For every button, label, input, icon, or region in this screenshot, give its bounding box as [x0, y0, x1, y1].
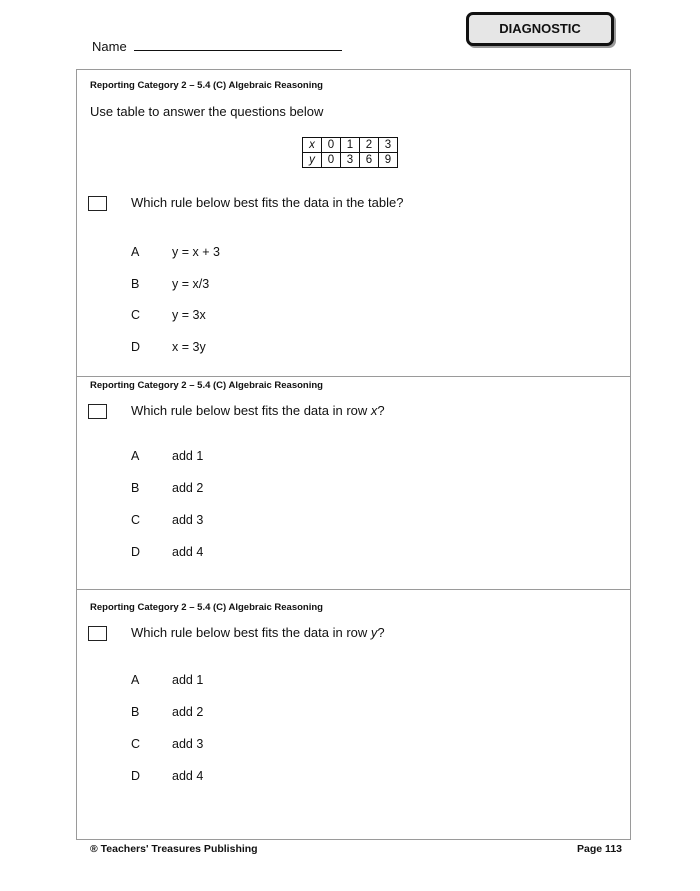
reporting-category: Reporting Category 2 – 5.4 (C) Algebraic Reasoning [90, 380, 323, 391]
option-text: y = x + 3 [172, 245, 220, 259]
table-cell: 6 [360, 153, 379, 168]
table-cell: 9 [379, 153, 398, 168]
instruction-text: Use table to answer the questions below [90, 104, 324, 119]
table-cell: 1 [341, 138, 360, 153]
section-divider-2 [76, 589, 631, 590]
answer-checkbox[interactable] [88, 196, 107, 211]
reporting-category: Reporting Category 2 – 5.4 (C) Algebraic Reasoning [90, 80, 323, 91]
option-text: x = 3y [172, 340, 206, 354]
section-divider-1 [76, 376, 631, 377]
option-letter: B [131, 481, 140, 495]
option-letter: D [131, 545, 141, 559]
option-text: add 3 [172, 737, 204, 751]
worksheet-frame [76, 69, 631, 840]
option-text: y = x/3 [172, 277, 210, 291]
option-text: y = 3x [172, 308, 206, 322]
option-letter: A [131, 673, 140, 687]
table-row-y [303, 153, 398, 168]
name-blank-line[interactable] [134, 38, 342, 51]
table-cell-label: x [303, 138, 322, 153]
option-text: add 2 [172, 705, 204, 719]
option-text: add 2 [172, 481, 204, 495]
name-label: Name [92, 39, 127, 54]
question-text: Which rule below best fits the data in the table? [131, 195, 404, 210]
answer-checkbox[interactable] [88, 404, 107, 419]
answer-checkbox[interactable] [88, 626, 107, 641]
option-text: add 4 [172, 769, 204, 783]
table-cell: 2 [360, 138, 379, 153]
option-letter: C [131, 308, 141, 322]
publisher-credit: ® Teachers' Treasures Publishing [90, 843, 258, 855]
question-text: Which rule below best fits the data in row y? [131, 625, 385, 640]
question-text: Which rule below best fits the data in row x? [131, 403, 385, 418]
name-field[interactable] [92, 38, 342, 54]
option-letter: A [131, 449, 140, 463]
table-cell-label: y [303, 153, 322, 168]
option-letter: A [131, 245, 140, 259]
option-text: add 1 [172, 449, 204, 463]
option-letter: D [131, 769, 141, 783]
reporting-category: Reporting Category 2 – 5.4 (C) Algebraic Reasoning [90, 602, 323, 613]
option-letter: C [131, 513, 141, 527]
option-letter: D [131, 340, 141, 354]
table-cell: 3 [341, 153, 360, 168]
option-letter: B [131, 705, 140, 719]
option-letter: C [131, 737, 141, 751]
table-cell: 0 [322, 138, 341, 153]
diagnostic-badge: DIAGNOSTIC [466, 12, 614, 46]
option-text: add 1 [172, 673, 204, 687]
table-cell: 3 [379, 138, 398, 153]
option-letter: B [131, 277, 140, 291]
page-number: Page 113 [577, 843, 622, 855]
table-cell: 0 [322, 153, 341, 168]
xy-data-table [302, 137, 398, 168]
option-text: add 4 [172, 545, 204, 559]
table-row-x [303, 138, 398, 153]
option-text: add 3 [172, 513, 204, 527]
